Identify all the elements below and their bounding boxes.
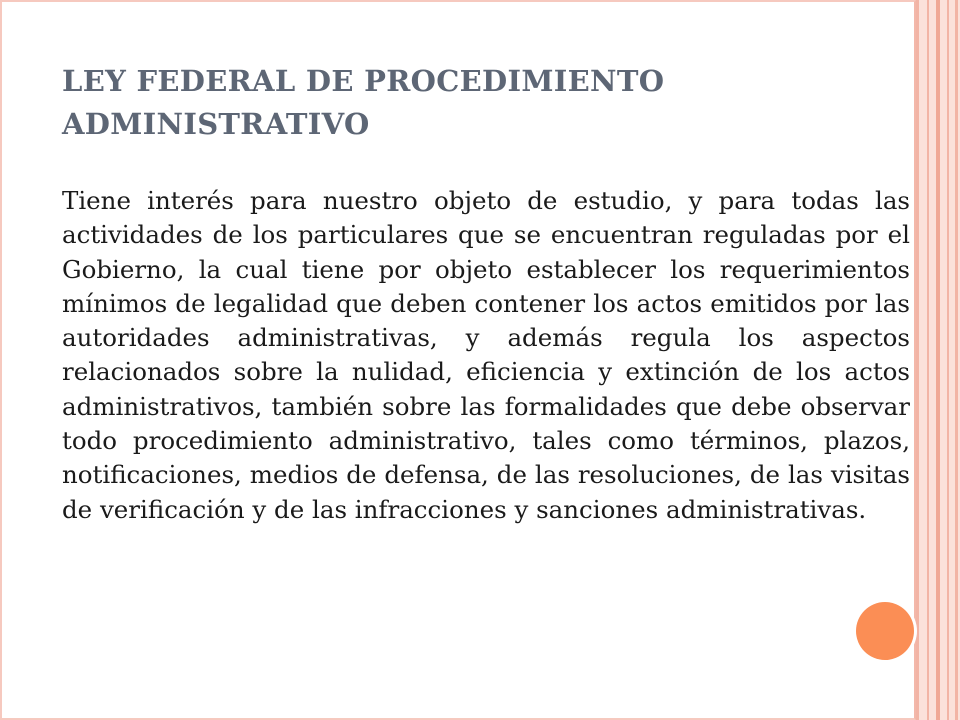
- slide-title: LEY FEDERAL DE PROCEDIMIENTO ADMINISTRATIVO: [62, 64, 665, 141]
- stripe-line: [955, 0, 958, 720]
- slide-body-text: Tiene interés para nuestro objeto de estudio, y para todas las actividades de los particulares que se encuentran reguladas por el Gobierno, la cual tiene por objeto establecer los requerimientos mínimos de legalidad que deben contener los actos emitidos por las autoridades administrativas, y además regula los aspectos relacionados sobre la nulidad, eficiencia y extinción de los actos administrativos, también sobre las formalidades que debe observar todo procedimiento administrativo, tales como términos, plazos, notificaciones, medios de defensa, de las resoluciones, de las visitas de verificación y de las infracciones y sanciones administrativas.: [62, 186, 910, 524]
- accent-circle: [856, 602, 914, 660]
- stripe-line: [916, 0, 919, 720]
- stripe-line: [927, 0, 929, 720]
- decorative-stripes: [916, 0, 960, 720]
- stripe-line: [947, 0, 949, 720]
- stripe-line: [936, 0, 940, 720]
